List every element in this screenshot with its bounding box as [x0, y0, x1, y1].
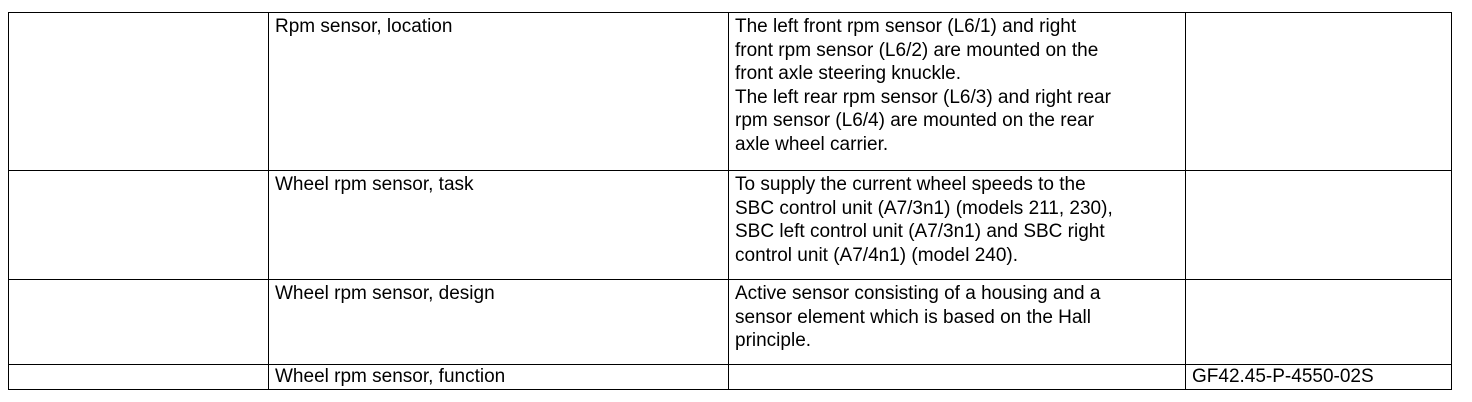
description-line: SBC left control unit (A7/3n1) and SBC right [735, 221, 1105, 242]
reference-cell [1186, 171, 1452, 280]
row-blank-cell [9, 13, 269, 171]
row-blank-cell [9, 280, 269, 365]
description-line: front rpm sensor (L6/2) are mounted on the [735, 39, 1099, 61]
row-blank-cell [9, 171, 269, 280]
description-cell [729, 280, 1186, 365]
description-line: rpm sensor (L6/4) are mounted on the rear [735, 110, 1095, 131]
table-row [9, 280, 1452, 365]
description-line: sensor element which is based on the Hall [735, 306, 1091, 328]
description-cell [729, 13, 1186, 171]
description-cell [729, 365, 1186, 390]
description-line: To supply the current wheel speeds to the [735, 174, 1086, 195]
description-line: front axle steering knuckle. [735, 63, 962, 84]
reference-cell [1186, 13, 1452, 171]
description-line: The left front rpm sensor (L6/1) and right [735, 16, 1077, 37]
description-cell [729, 171, 1186, 280]
description-line: axle wheel carrier. [735, 133, 889, 155]
table-row [9, 13, 1452, 171]
table-row [9, 171, 1452, 280]
table-row [9, 365, 1452, 390]
document-table [8, 12, 1452, 390]
row-blank-cell [9, 365, 269, 390]
reference-link[interactable]: GF42.45-P-4550-02S [1186, 365, 1452, 390]
description-line: principle. [735, 330, 812, 351]
topic-cell: Wheel rpm sensor, task [269, 171, 729, 280]
description-line: control unit (A7/4n1) (model 240). [735, 244, 1019, 266]
reference-cell [1186, 280, 1452, 365]
description-line: Active sensor consisting of a housing and a [735, 283, 1101, 304]
topic-cell: Rpm sensor, location [269, 13, 729, 171]
topic-cell: Wheel rpm sensor, design [269, 280, 729, 365]
description-line: SBC control unit (A7/3n1) (models 211, 230), [735, 197, 1113, 219]
description-line: The left rear rpm sensor (L6/3) and right rear [735, 86, 1111, 108]
topic-cell: Wheel rpm sensor, function [269, 365, 729, 390]
